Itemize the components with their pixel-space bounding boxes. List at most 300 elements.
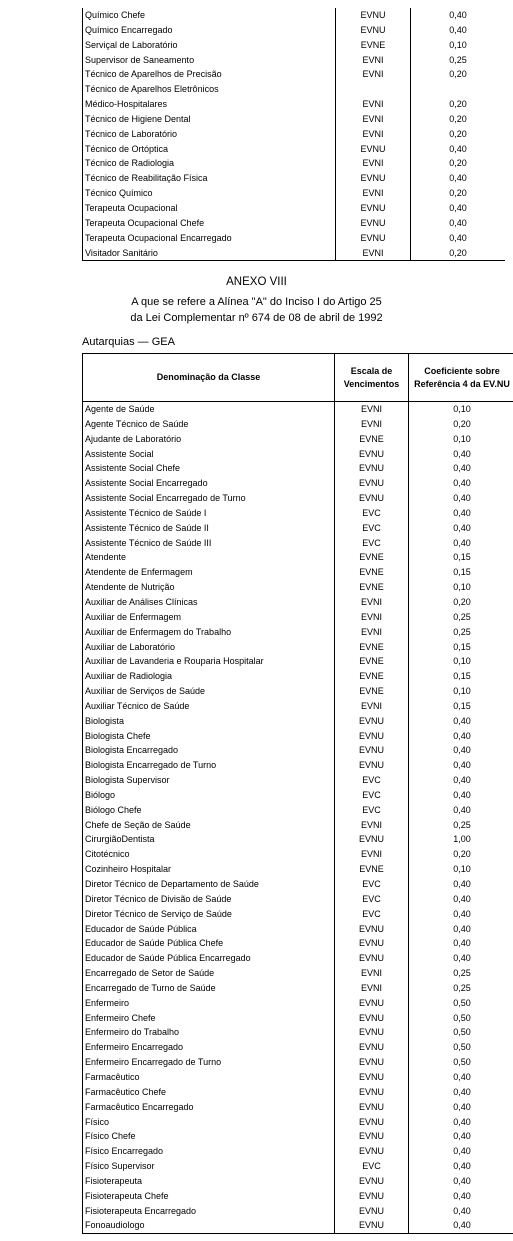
table-row (83, 758, 513, 773)
salary-scale-cell: EVNI (336, 186, 411, 201)
class-name-cell: Técnico de Reabilitação Física (83, 171, 336, 186)
table-row (83, 432, 513, 447)
class-name-cell: Farmacêutico Chefe (83, 1085, 335, 1100)
table-row (83, 476, 513, 491)
salary-scale-cell: EVNE (336, 38, 411, 53)
salary-scale-cell: EVNI (335, 699, 409, 714)
salary-scale-cell: EVNU (335, 1100, 409, 1115)
salary-scale-cell: EVC (335, 521, 409, 536)
coefficient-cell: 0,40 (453, 715, 471, 726)
coefficient-cell: 0,20 (453, 849, 471, 860)
salary-scale-cell: EVNI (336, 112, 411, 127)
coefficient-cell: 0,50 (453, 1027, 471, 1038)
table-row (83, 142, 506, 157)
table-row (83, 1129, 513, 1144)
class-name-cell: Enfermeiro (83, 996, 335, 1011)
class-name-cell: Visitador Sanitário (83, 246, 336, 261)
class-name-cell: Agente Técnico de Saúde (83, 417, 335, 432)
table-row (83, 1159, 513, 1174)
table-row (83, 951, 513, 966)
salary-scale-cell: EVNI (335, 595, 409, 610)
class-name-cell: Ajudante de Laboratório (83, 432, 335, 447)
class-name-cell: Terapeuta Ocupacional Chefe (83, 216, 336, 231)
class-name-cell: Biologista Encarregado de Turno (83, 758, 335, 773)
coefficient-cell: 0,10 (453, 864, 471, 875)
coefficient-cell: 0,40 (453, 1220, 471, 1231)
salary-scale-cell: EVNU (335, 476, 409, 491)
table-row (83, 669, 513, 684)
salary-scale-cell: EVNU (335, 1011, 409, 1026)
class-name-cell: Auxiliar de Lavanderia e Rouparia Hospitalar (83, 654, 335, 669)
coefficient-cell: 0,50 (453, 1057, 471, 1068)
salary-scale-cell: EVC (335, 892, 409, 907)
table-row (83, 38, 506, 53)
class-name-cell: Técnico de Higiene Dental (83, 112, 336, 127)
table-row (83, 832, 513, 847)
salary-scale-cell: EVC (335, 536, 409, 551)
table-row (83, 1070, 513, 1085)
table-row (83, 246, 506, 261)
table-row (83, 1218, 513, 1233)
salary-scale-cell: EVNU (335, 1040, 409, 1055)
continued-classes-table (82, 8, 505, 261)
table-row (83, 981, 513, 996)
coefficient-cell: 0,40 (449, 10, 467, 20)
coefficient-cell: 0,40 (453, 463, 471, 474)
class-name-cell: Auxiliar Técnico de Saúde (83, 699, 335, 714)
coefficient-cell: 0,40 (453, 1131, 471, 1142)
table-row (83, 1055, 513, 1070)
coefficient-cell: 0,40 (453, 879, 471, 889)
coefficient-cell: 0,40 (453, 1205, 471, 1216)
salary-scale-cell: EVNU (335, 1070, 409, 1085)
class-name-cell: Enfermeiro Chefe (83, 1011, 335, 1026)
class-name-cell: Técnico Químico (83, 186, 336, 201)
table-row (83, 803, 513, 818)
coefficient-cell: 0,40 (449, 173, 467, 184)
coefficient-cell: 0,25 (449, 54, 467, 65)
table-row (83, 743, 513, 758)
salary-scale-cell: EVNU (335, 936, 409, 951)
coefficient-cell: 0,20 (449, 69, 467, 80)
class-name-cell: Farmacêutico Encarregado (83, 1100, 335, 1115)
coefficient-cell: 0,10 (453, 686, 471, 697)
class-name-cell: Diretor Técnico de Divisão de Saúde (83, 892, 335, 907)
classes-table (82, 353, 513, 1234)
table-row (83, 461, 513, 476)
class-name-cell: Agente de Saúde (83, 402, 335, 417)
coefficient-cell: 0,50 (453, 1012, 471, 1023)
class-name-cell: Assistente Social Encarregado (83, 476, 335, 491)
class-name-cell: Atendente de Enfermagem (83, 565, 335, 580)
salary-scale-cell: EVNU (335, 951, 409, 966)
table-row (83, 699, 513, 714)
salary-scale-cell: EVNU (335, 1055, 409, 1070)
coefficient-cell: 0,10 (453, 656, 471, 667)
class-name-cell: Assistente Técnico de Saúde III (83, 536, 335, 551)
table-row (83, 506, 513, 521)
salary-scale-cell: EVNU (336, 23, 411, 38)
class-name-cell: Supervisor de Saneamento (83, 53, 336, 68)
table-row (83, 1189, 513, 1204)
classes-table-body (83, 402, 513, 1234)
table-row (83, 186, 506, 201)
class-name-cell: Cozinheiro Hospitalar (83, 862, 335, 877)
table-row (83, 417, 513, 432)
table-row (83, 1144, 513, 1159)
table-row (83, 1204, 513, 1219)
salary-scale-cell: EVNE (335, 432, 409, 447)
table-row (83, 818, 513, 833)
table-row (83, 97, 506, 112)
table-row (83, 82, 506, 97)
salary-scale-cell: EVNU (335, 1085, 409, 1100)
salary-scale-cell: EVNI (336, 156, 411, 171)
coefficient-cell: 0,20 (449, 113, 467, 124)
table-row (83, 892, 513, 907)
salary-scale-cell: EVNE (335, 565, 409, 580)
coefficient-cell: 0,10 (453, 404, 471, 414)
table-row (83, 729, 513, 744)
coefficient-cell: 0,15 (453, 641, 471, 652)
salary-scale-cell: EVNI (335, 847, 409, 862)
salary-scale-cell: EVNU (335, 996, 409, 1011)
class-name-cell: Assistente Social (83, 447, 335, 462)
class-name-cell: Químico Encarregado (83, 23, 336, 38)
salary-scale-cell: EVC (335, 788, 409, 803)
header-row (83, 354, 513, 402)
coefficient-cell: 0,40 (453, 893, 471, 904)
table-row (83, 216, 506, 231)
class-name-cell: Assistente Social Encarregado de Turno (83, 491, 335, 506)
salary-scale-cell: EVNE (335, 550, 409, 565)
class-name-cell: Terapeuta Ocupacional Encarregado (83, 231, 336, 246)
class-name-cell: Químico Chefe (83, 8, 336, 23)
header-coefficient: Coeficiente sobre Referência 4 da EV.NU (409, 354, 513, 402)
class-name-cell: Técnico de Radiologia (83, 156, 336, 171)
salary-scale-cell: EVC (335, 877, 409, 892)
coefficient-cell: 0,25 (453, 611, 471, 622)
annex-title: ANEXO VIII (226, 276, 287, 288)
table-row (83, 847, 513, 862)
coefficient-cell: 0,15 (453, 671, 471, 682)
table-row (83, 231, 506, 246)
salary-scale-cell: EVNU (335, 491, 409, 506)
coefficient-cell: 0,40 (453, 478, 471, 489)
coefficient-cell: 0,40 (453, 1101, 471, 1112)
salary-scale-cell: EVNI (335, 610, 409, 625)
class-name-cell: Fisioterapeuta Chefe (83, 1189, 335, 1204)
coefficient-cell: 0,40 (449, 143, 467, 154)
class-name-cell: Auxiliar de Análises Clínicas (83, 595, 335, 610)
salary-scale-cell: EVNU (336, 201, 411, 216)
coefficient-cell: 0,40 (453, 923, 471, 934)
coefficient-cell: 0,20 (449, 99, 467, 110)
salary-scale-cell: EVNU (335, 922, 409, 937)
coefficient-cell: 0,10 (453, 582, 471, 593)
coefficient-cell: 0,25 (453, 626, 471, 637)
class-name-cell: Atendente de Nutrição (83, 580, 335, 595)
class-name-cell: Médico-Hospitalares (83, 97, 336, 112)
header-class-name: Denominação da Classe (83, 354, 335, 402)
class-name-cell: Biologista Chefe (83, 729, 335, 744)
table-row (83, 580, 513, 595)
classes-table-header (83, 354, 513, 402)
coefficient-cell: 0,40 (453, 775, 471, 786)
coefficient-cell: 0,40 (453, 908, 471, 919)
header-salary-scale: Escala de Vencimentos (335, 354, 409, 402)
salary-scale-cell: EVNU (335, 1115, 409, 1130)
annex-subtitle-line2: da Lei Complementar nº 674 de 08 de abril de 1992 (130, 312, 383, 324)
class-name-cell: Educador de Saúde Pública (83, 922, 335, 937)
coefficient-cell: 0,40 (449, 24, 467, 35)
continued-classes-body (83, 8, 506, 261)
table-row (83, 610, 513, 625)
table-row (83, 1174, 513, 1189)
table-row (83, 862, 513, 877)
coefficient-cell: 0,40 (449, 217, 467, 228)
coefficient-cell: 0,10 (453, 433, 471, 444)
class-name-cell: Fisioterapeuta (83, 1174, 335, 1189)
coefficient-cell: 0,40 (453, 493, 471, 504)
salary-scale-cell: EVNI (335, 417, 409, 432)
table-row (83, 447, 513, 462)
salary-scale-cell: EVNU (335, 714, 409, 729)
table-row (83, 1100, 513, 1115)
salary-scale-cell: EVNI (336, 246, 411, 261)
table-row (83, 625, 513, 640)
table-row (83, 1025, 513, 1040)
coefficient-cell: 0,40 (453, 1116, 471, 1127)
salary-scale-cell: EVNI (336, 97, 411, 112)
class-name-cell: Físico Encarregado (83, 1144, 335, 1159)
table-row (83, 171, 506, 186)
class-name-cell: Citotécnico (83, 847, 335, 862)
coefficient-cell: 0,40 (453, 507, 471, 518)
class-name-cell: Técnico de Aparelhos Eletrônicos (83, 82, 336, 97)
salary-scale-cell: EVNU (335, 1204, 409, 1219)
salary-scale-cell: EVNU (335, 1129, 409, 1144)
coefficient-cell: 0,40 (453, 745, 471, 756)
class-name-cell: Assistente Técnico de Saúde I (83, 506, 335, 521)
class-name-cell: Chefe de Seção de Saúde (83, 818, 335, 833)
salary-scale-cell: EVNE (335, 684, 409, 699)
class-name-cell: Auxiliar de Laboratório (83, 640, 335, 655)
salary-scale-cell: EVNI (335, 966, 409, 981)
class-name-cell: Biólogo (83, 788, 335, 803)
class-name-cell: Biólogo Chefe (83, 803, 335, 818)
class-name-cell: Enfermeiro do Trabalho (83, 1025, 335, 1040)
salary-scale-cell: EVC (335, 773, 409, 788)
salary-scale-cell: EVNU (336, 216, 411, 231)
salary-scale-cell: EVNI (335, 625, 409, 640)
coefficient-cell: 0,40 (453, 938, 471, 949)
table-row (83, 996, 513, 1011)
salary-scale-cell: EVC (335, 907, 409, 922)
class-name-cell: Assistente Técnico de Saúde II (83, 521, 335, 536)
salary-scale-cell: EVNU (335, 461, 409, 476)
coefficient-cell: 0,40 (453, 1086, 471, 1097)
salary-scale-cell: EVNI (335, 818, 409, 833)
salary-scale-cell: EVNU (335, 758, 409, 773)
table-row (83, 936, 513, 951)
table-row (83, 53, 506, 68)
salary-scale-cell: EVNI (335, 981, 409, 996)
class-name-cell: Biologista Encarregado (83, 743, 335, 758)
coefficient-cell: 0,40 (453, 537, 471, 548)
salary-scale-cell: EVNU (335, 832, 409, 847)
class-name-cell: CirurgiãoDentista (83, 832, 335, 847)
coefficient-cell: 0,20 (449, 247, 467, 258)
class-name-cell: Encarregado de Setor de Saúde (83, 966, 335, 981)
annex-subtitle-line1: A que se refere a Alínea "A" do Inciso I do Artigo 25 (131, 296, 382, 308)
coefficient-cell: 0,40 (453, 953, 471, 964)
class-name-cell: Físico Supervisor (83, 1159, 335, 1174)
class-name-cell: Auxiliar de Serviços de Saúde (83, 684, 335, 699)
salary-scale-cell: EVNU (335, 1218, 409, 1233)
table-row (83, 521, 513, 536)
class-name-cell: Fisioterapeuta Encarregado (83, 1204, 335, 1219)
table-row (83, 1011, 513, 1026)
class-name-cell: Assistente Social Chefe (83, 461, 335, 476)
coefficient-cell: 0,50 (453, 997, 471, 1008)
coefficient-cell: 0,20 (449, 158, 467, 169)
class-name-cell: Fonoaudiologo (83, 1218, 335, 1233)
salary-scale-cell: EVNE (335, 669, 409, 684)
table-row (83, 127, 506, 142)
table-row (83, 877, 513, 892)
salary-scale-cell: EVNU (335, 447, 409, 462)
coefficient-cell: 0,40 (453, 730, 471, 741)
class-name-cell: Técnico de Aparelhos de Precisão (83, 67, 336, 82)
coefficient-cell: 0,40 (453, 789, 471, 800)
salary-scale-cell: EVNU (335, 729, 409, 744)
table-row (83, 536, 513, 551)
table-row (83, 1085, 513, 1100)
class-name-cell: Farmacêutico (83, 1070, 335, 1085)
salary-scale-cell: EVNU (335, 1189, 409, 1204)
table-row (83, 907, 513, 922)
table-row (83, 773, 513, 788)
class-name-cell: Técnico de Laboratório (83, 127, 336, 142)
salary-scale-cell: EVNI (336, 67, 411, 82)
coefficient-cell: 0,20 (453, 596, 471, 607)
table-row (83, 684, 513, 699)
table-row (83, 654, 513, 669)
coefficient-cell: 0,15 (453, 552, 471, 563)
coefficient-cell: 0,40 (453, 1071, 471, 1082)
table-row (83, 156, 506, 171)
salary-scale-cell: EVNU (336, 171, 411, 186)
salary-scale-cell: EVNE (335, 654, 409, 669)
class-name-cell: Auxiliar de Enfermagem (83, 610, 335, 625)
coefficient-cell: 0,40 (453, 522, 471, 533)
class-name-cell: Enfermeiro Encarregado (83, 1040, 335, 1055)
coefficient-cell: 0,40 (453, 804, 471, 815)
table-row (83, 1115, 513, 1130)
table-row (83, 550, 513, 565)
table-row (83, 201, 506, 216)
coefficient-cell: 0,40 (449, 202, 467, 213)
coefficient-cell: 0,20 (453, 418, 471, 429)
coefficient-cell: 0,40 (453, 760, 471, 771)
class-name-cell: Encarregado de Turno de Saúde (83, 981, 335, 996)
salary-scale-cell: EVNI (336, 53, 411, 68)
coefficient-cell: 1,00 (453, 834, 471, 845)
salary-scale-cell: EVNI (336, 127, 411, 142)
coefficient-cell: 0,40 (449, 232, 467, 243)
salary-scale-cell: EVNU (336, 231, 411, 246)
coefficient-cell: 0,25 (453, 819, 471, 830)
salary-scale-cell: EVNU (335, 1174, 409, 1189)
coefficient-cell: 0,40 (453, 448, 471, 459)
class-name-cell: Terapeuta Ocupacional (83, 201, 336, 216)
class-name-cell: Auxiliar de Enfermagem do Trabalho (83, 625, 335, 640)
salary-scale-cell: EVNE (335, 580, 409, 595)
coefficient-cell: 0,40 (453, 1175, 471, 1186)
coefficient-cell: 0,15 (453, 567, 471, 578)
class-name-cell: Biologista (83, 714, 335, 729)
class-name-cell: Diretor Técnico de Departamento de Saúde (83, 877, 335, 892)
salary-scale-cell: EVNU (335, 1025, 409, 1040)
table-row (83, 491, 513, 506)
salary-scale-cell (336, 82, 411, 97)
table-row (83, 640, 513, 655)
class-name-cell: Físico (83, 1115, 335, 1130)
class-name-cell: Educador de Saúde Pública Encarregado (83, 951, 335, 966)
table-row (83, 922, 513, 937)
salary-scale-cell: EVNI (335, 402, 409, 417)
class-name-cell: Enfermeiro Encarregado de Turno (83, 1055, 335, 1070)
table-row (83, 23, 506, 38)
class-name-cell: Serviçal de Laboratório (83, 38, 336, 53)
class-name-cell: Atendente (83, 550, 335, 565)
section-label: Autarquias — GEA (82, 336, 175, 348)
coefficient-cell (411, 82, 506, 97)
salary-scale-cell: EVC (335, 506, 409, 521)
class-name-cell: Diretor Técnico de Serviço de Saúde (83, 907, 335, 922)
salary-scale-cell: EVNE (335, 862, 409, 877)
salary-scale-cell: EVNU (336, 142, 411, 157)
table-row (83, 67, 506, 82)
table-row (83, 402, 513, 417)
coefficient-cell: 0,40 (453, 1146, 471, 1157)
coefficient-cell: 0,15 (453, 700, 471, 711)
coefficient-cell: 0,20 (449, 128, 467, 139)
salary-scale-cell: EVC (335, 803, 409, 818)
coefficient-cell: 0,25 (453, 968, 471, 979)
class-name-cell: Biologista Supervisor (83, 773, 335, 788)
class-name-cell: Educador de Saúde Pública Chefe (83, 936, 335, 951)
class-name-cell: Físico Chefe (83, 1129, 335, 1144)
table-row (83, 8, 506, 23)
coefficient-cell: 0,10 (449, 39, 467, 50)
table-row (83, 112, 506, 127)
coefficient-cell: 0,25 (453, 982, 471, 993)
table-row (83, 966, 513, 981)
table-row (83, 788, 513, 803)
salary-scale-cell: EVC (335, 1159, 409, 1174)
table-row (83, 1040, 513, 1055)
table-row (83, 565, 513, 580)
class-name-cell: Auxiliar de Radiologia (83, 669, 335, 684)
salary-scale-cell: EVNU (335, 743, 409, 758)
coefficient-cell: 0,40 (453, 1190, 471, 1201)
coefficient-cell: 0,20 (449, 188, 467, 199)
table-row (83, 714, 513, 729)
salary-scale-cell: EVNU (336, 8, 411, 23)
salary-scale-cell: EVNU (335, 1144, 409, 1159)
